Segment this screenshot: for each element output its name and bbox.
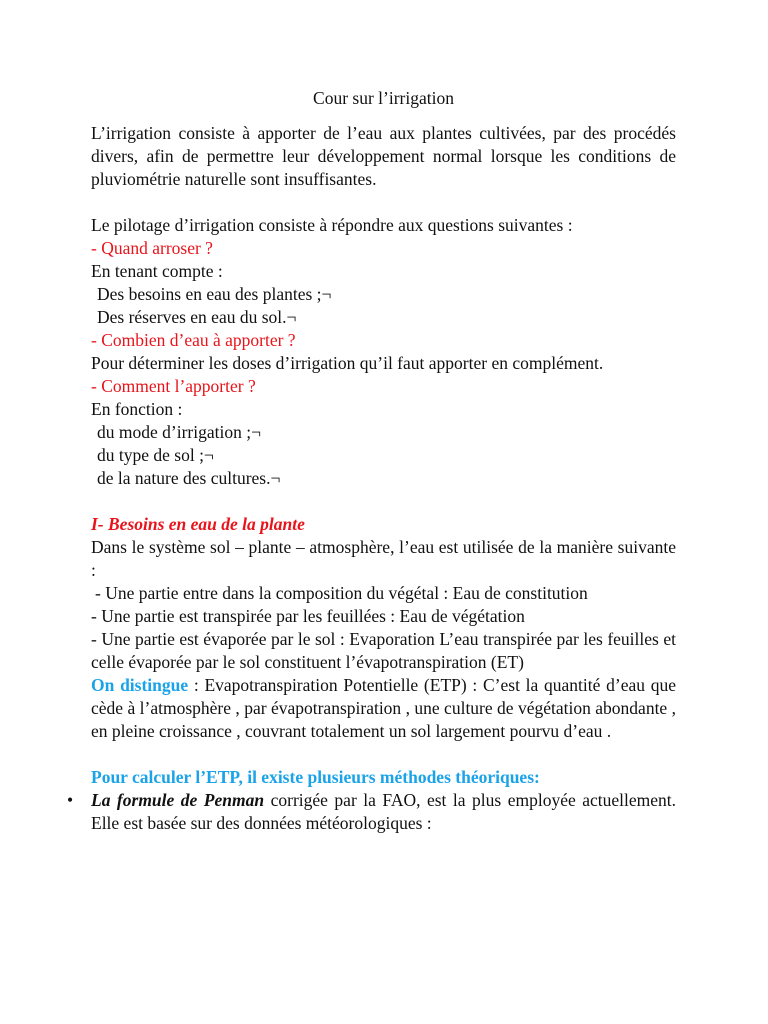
bullet-icon: • (67, 790, 74, 810)
section-intro: Dans le système sol – plante – atmosphère, l’eau est utilisée de la manière suivante : (91, 537, 676, 580)
list-item: Des réserves en eau du sol.¬ (97, 307, 297, 327)
list-item: de la nature des cultures.¬ (97, 468, 281, 488)
question-when: - Quand arroser ? (91, 238, 213, 258)
distinct-label: On distingue (91, 675, 189, 695)
distinct-text: : Evapotranspiration Potentielle (ETP) : C’est la quantité d’eau que cède à l’atmosphère , par évapotranspiration , une culture de végétation abondante , en pleine croissance , couvrant totalement un sol largement pourvu d’eau . (91, 675, 676, 741)
question-when-lead: En tenant compte : (91, 261, 223, 281)
penman-name: La formule de Penman (91, 790, 265, 810)
section-heading: I- Besoins en eau de la plante (91, 514, 305, 534)
methods-heading: Pour calculer l’ETP, il existe plusieurs méthodes théoriques: (91, 767, 540, 787)
spacer (91, 191, 676, 214)
list-item-penman (67, 789, 677, 835)
part-constitution: - Une partie entre dans la composition du végétal : Eau de constitution (95, 583, 588, 603)
list-item: Des besoins en eau des plantes ;¬ (97, 284, 332, 304)
part-vegetation: - Une partie est transpirée par les feuillées : Eau de végétation (91, 606, 525, 626)
list-item: du mode d’irrigation ;¬ (97, 422, 261, 442)
question-how-much: - Combien d’eau à apporter ? (91, 330, 296, 350)
part-evaporation: - Une partie est évaporée par le sol : Evaporation L’eau transpirée par les feuilles et celle évaporée par le sol constituent l’évapotranspiration (ET) (91, 629, 676, 672)
distinct-paragraph (91, 674, 676, 743)
page-title: Cour sur l’irrigation (313, 88, 454, 108)
penman-text: corrigée par la FAO, est la plus employée actuellement. Elle est basée sur des données météorologiques : (91, 790, 677, 833)
question-how-lead: En fonction : (91, 399, 183, 419)
spacer (91, 743, 676, 766)
document-body (67, 87, 677, 835)
pilotage-paragraph: Le pilotage d’irrigation consiste à répondre aux questions suivantes : (91, 215, 573, 235)
question-how-much-text: Pour déterminer les doses d’irrigation qu’il faut apporter en complément. (91, 353, 604, 373)
intro-paragraph: L’irrigation consiste à apporter de l’eau aux plantes cultivées, par des procédés divers, afin de permettre leur développement normal lorsque les conditions de pluviométrie naturelle sont insuffisantes. (91, 123, 676, 189)
list-item: du type de sol ;¬ (97, 445, 214, 465)
question-how: - Comment l’apporter ? (91, 376, 256, 396)
spacer (91, 490, 676, 513)
